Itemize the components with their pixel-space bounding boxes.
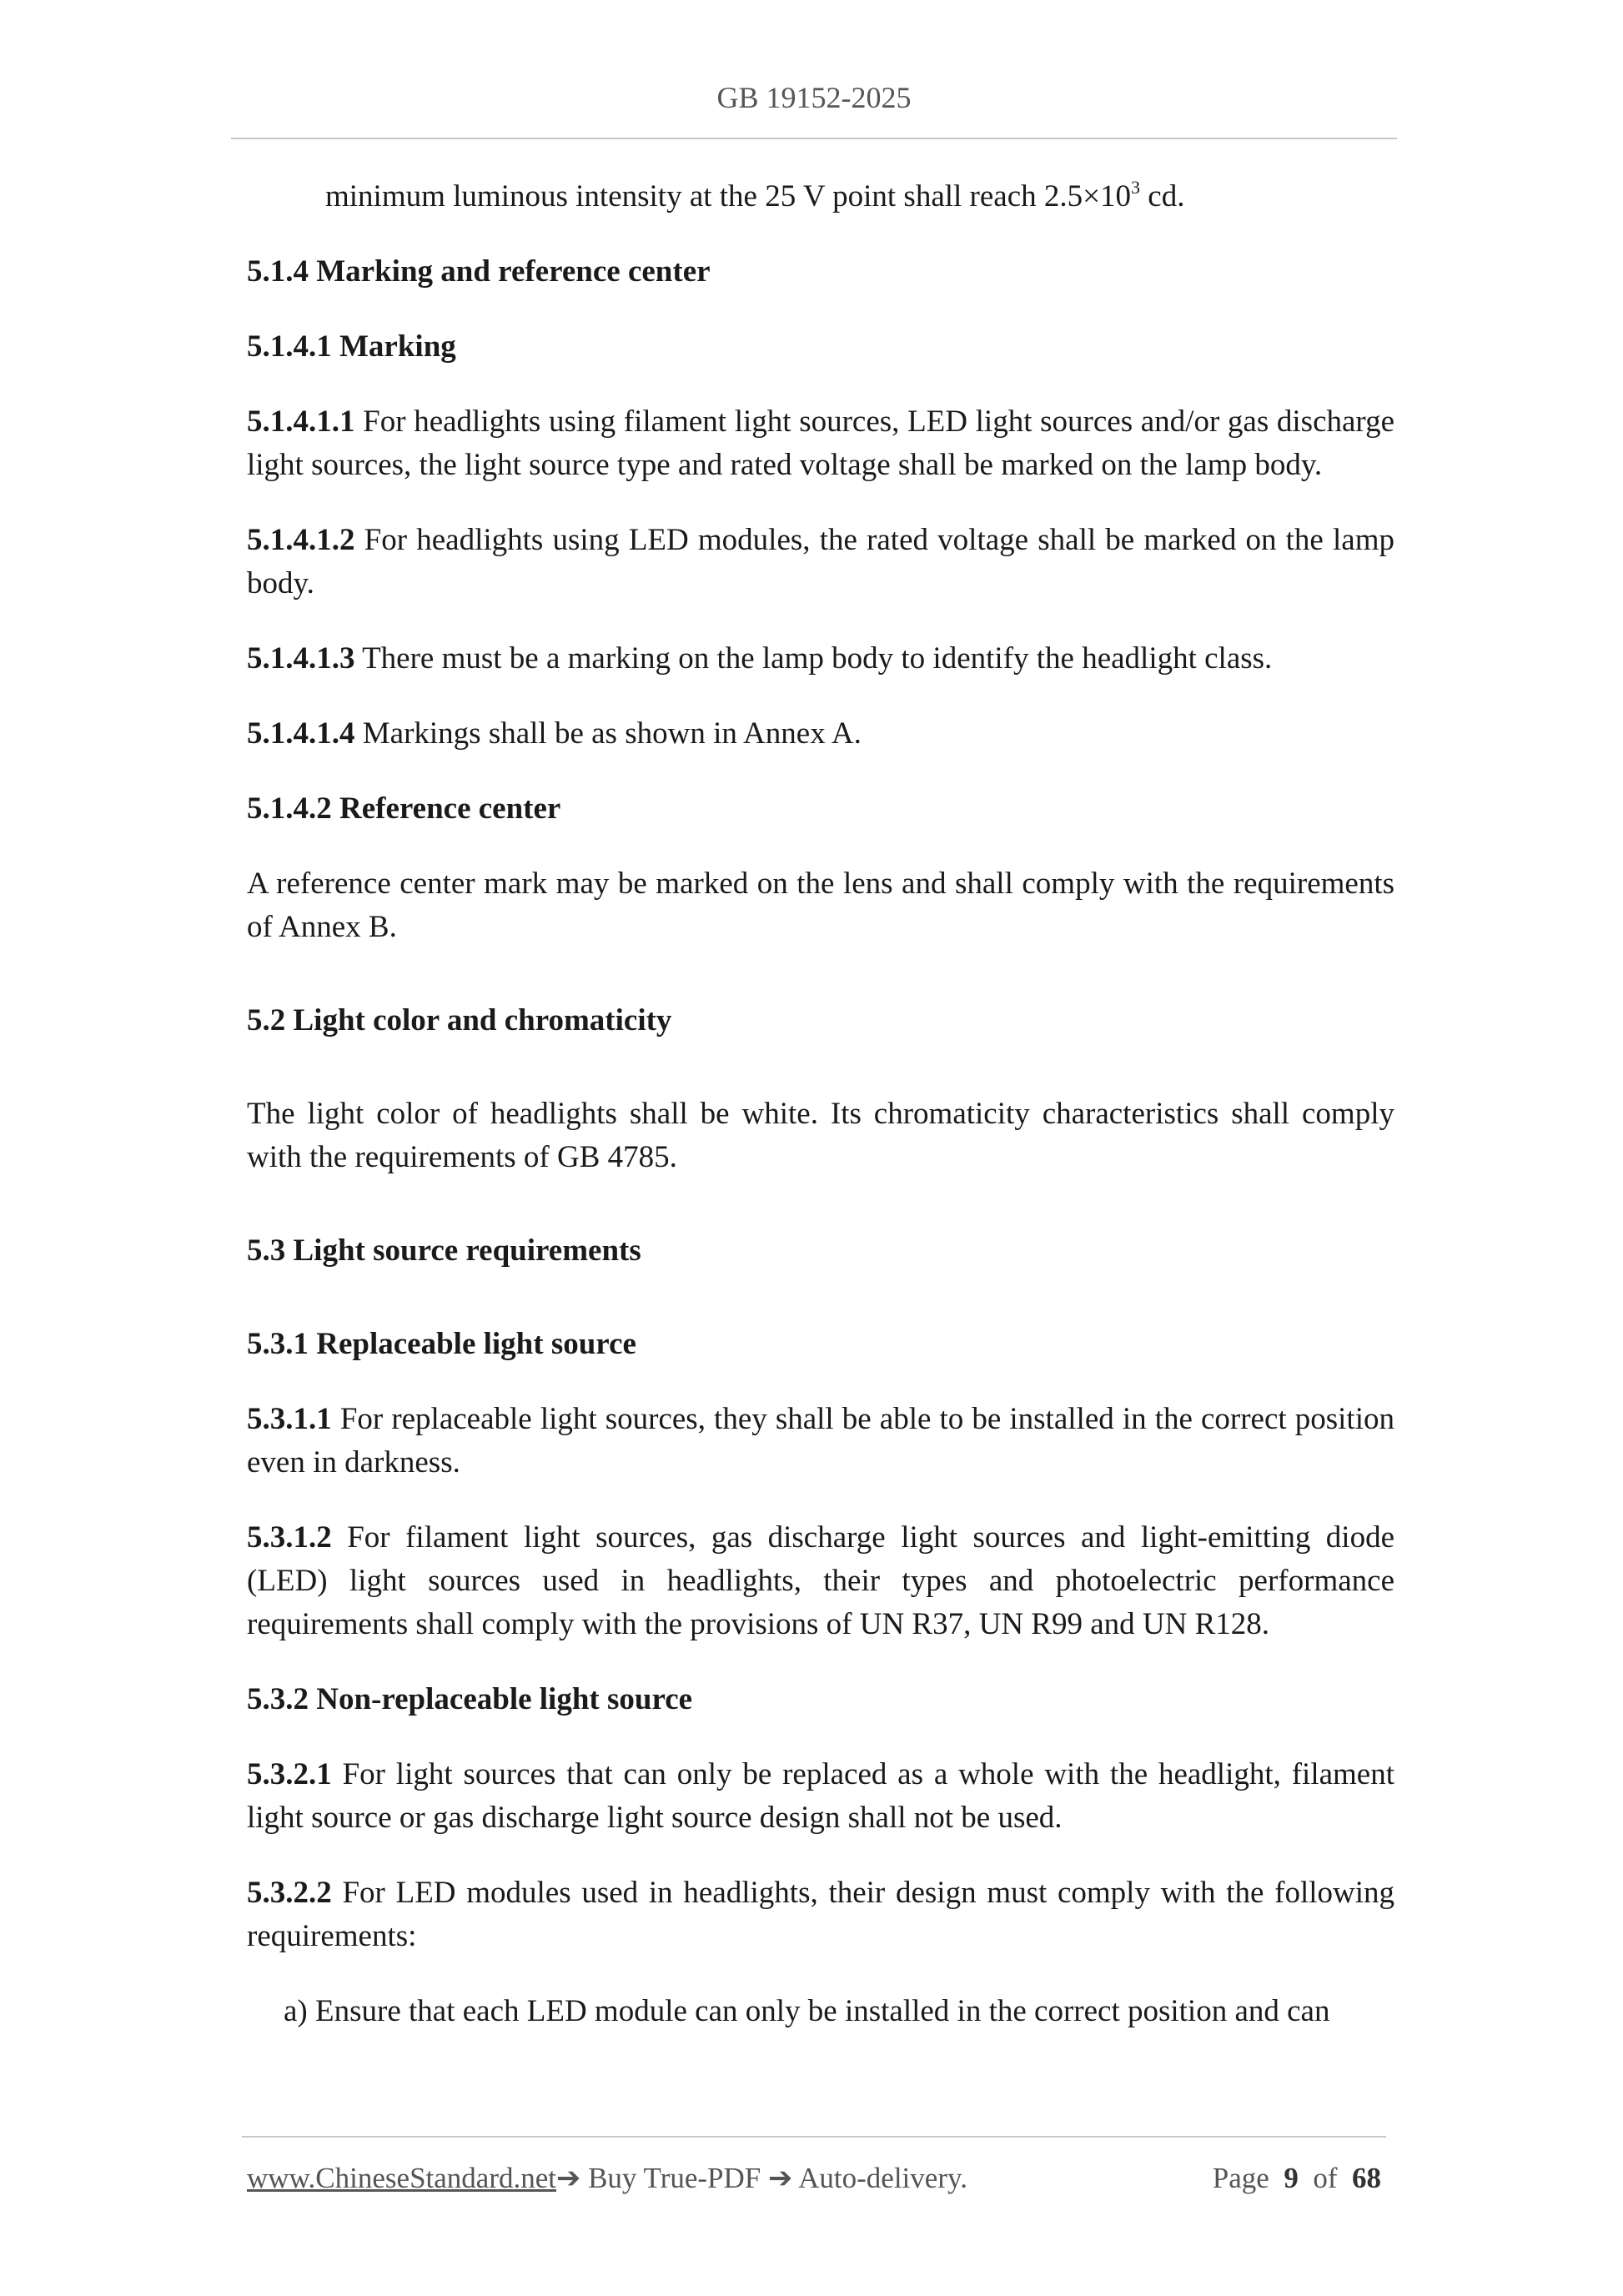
header-divider [231,138,1397,139]
heading-5-3: 5.3 Light source requirements [247,1233,641,1268]
clause-5-1-4-1-2: 5.1.4.1.2 For headlights using LED modules, the rated voltage shall be marked on the lamp body. [247,523,1394,600]
footer-promo [247,2158,967,2198]
clause-5-3-2-1: 5.3.2.1 For light sources that can only be replaced as a whole with the headlight, filament light source or gas discharge light source design shall not be used. [247,1757,1394,1835]
clause-5-1-4-1-4: 5.1.4.1.4 Markings shall be as shown in Annex A. [247,716,862,751]
arrow-right-icon: ➔ [768,2162,793,2194]
current-page: 9 [1284,2162,1299,2194]
website-link[interactable]: www.ChineseStandard.net [247,2162,556,2194]
standard-number: GB 19152-2025 [716,81,912,114]
clause-5-1-4-1-3: 5.1.4.1.3 There must be a marking on the lamp body to identify the headlight class. [247,641,1273,676]
auto-delivery-text: Auto-delivery. [792,2162,967,2194]
page-content [247,175,1394,2033]
heading-5-1-4: 5.1.4 Marking and reference center [247,254,711,289]
page-header [231,80,1397,115]
heading-5-3-2: 5.3.2 Non-replaceable light source [247,1682,693,1716]
clause-5-3-1-2: 5.3.1.2 For filament light sources, gas discharge light sources and light-emitting diode (LED) light sources used in headlights, their types and photoelectric performance requirements shall comply with the provisions of UN R37, UN R99 and UN R128. [247,1520,1394,1641]
heading-5-1-4-2: 5.1.4.2 Reference center [247,791,561,826]
buy-pdf-text: Buy True-PDF [580,2162,768,2194]
clause-5-1-4-1-1: 5.1.4.1.1 For headlights using filament light sources, LED light sources and/or gas discharge light sources, the light source type and rated voltage shall be marked on the lamp body. [247,404,1394,482]
footer-divider [242,2136,1386,2138]
clause-5-3-1-1: 5.3.1.1 For replaceable light sources, they shall be able to be installed in the correct position even in darkness. [247,1402,1394,1480]
clause-5-3-2-2: 5.3.2.2 For LED modules used in headlights, their design must comply with the following requirements: [247,1876,1394,1953]
reference-center-paragraph: A reference center mark may be marked on the lens and shall comply with the requirements of Annex B. [247,867,1394,944]
page-number: Page 9 of 68 [1212,2162,1381,2194]
superscript-exponent: 3 [1131,177,1141,198]
heading-5-3-1: 5.3.1 Replaceable light source [247,1327,636,1361]
heading-5-1-4-1: 5.1.4.1 Marking [247,329,456,364]
heading-5-2: 5.2 Light color and chromaticity [247,1003,672,1037]
continued-paragraph: minimum luminous intensity at the 25 V point shall reach $2.5\times 10^3$ cd. [325,177,1185,214]
list-item-a: a) Ensure that each LED module can only be installed in the correct position and can [284,1994,1330,2028]
arrow-right-icon: ➔ [556,2162,581,2194]
light-color-paragraph: The light color of headlights shall be white. Its chromaticity characteristics shall comply with the requirements of GB 4785. [247,1097,1394,1174]
total-pages: 68 [1352,2162,1381,2194]
